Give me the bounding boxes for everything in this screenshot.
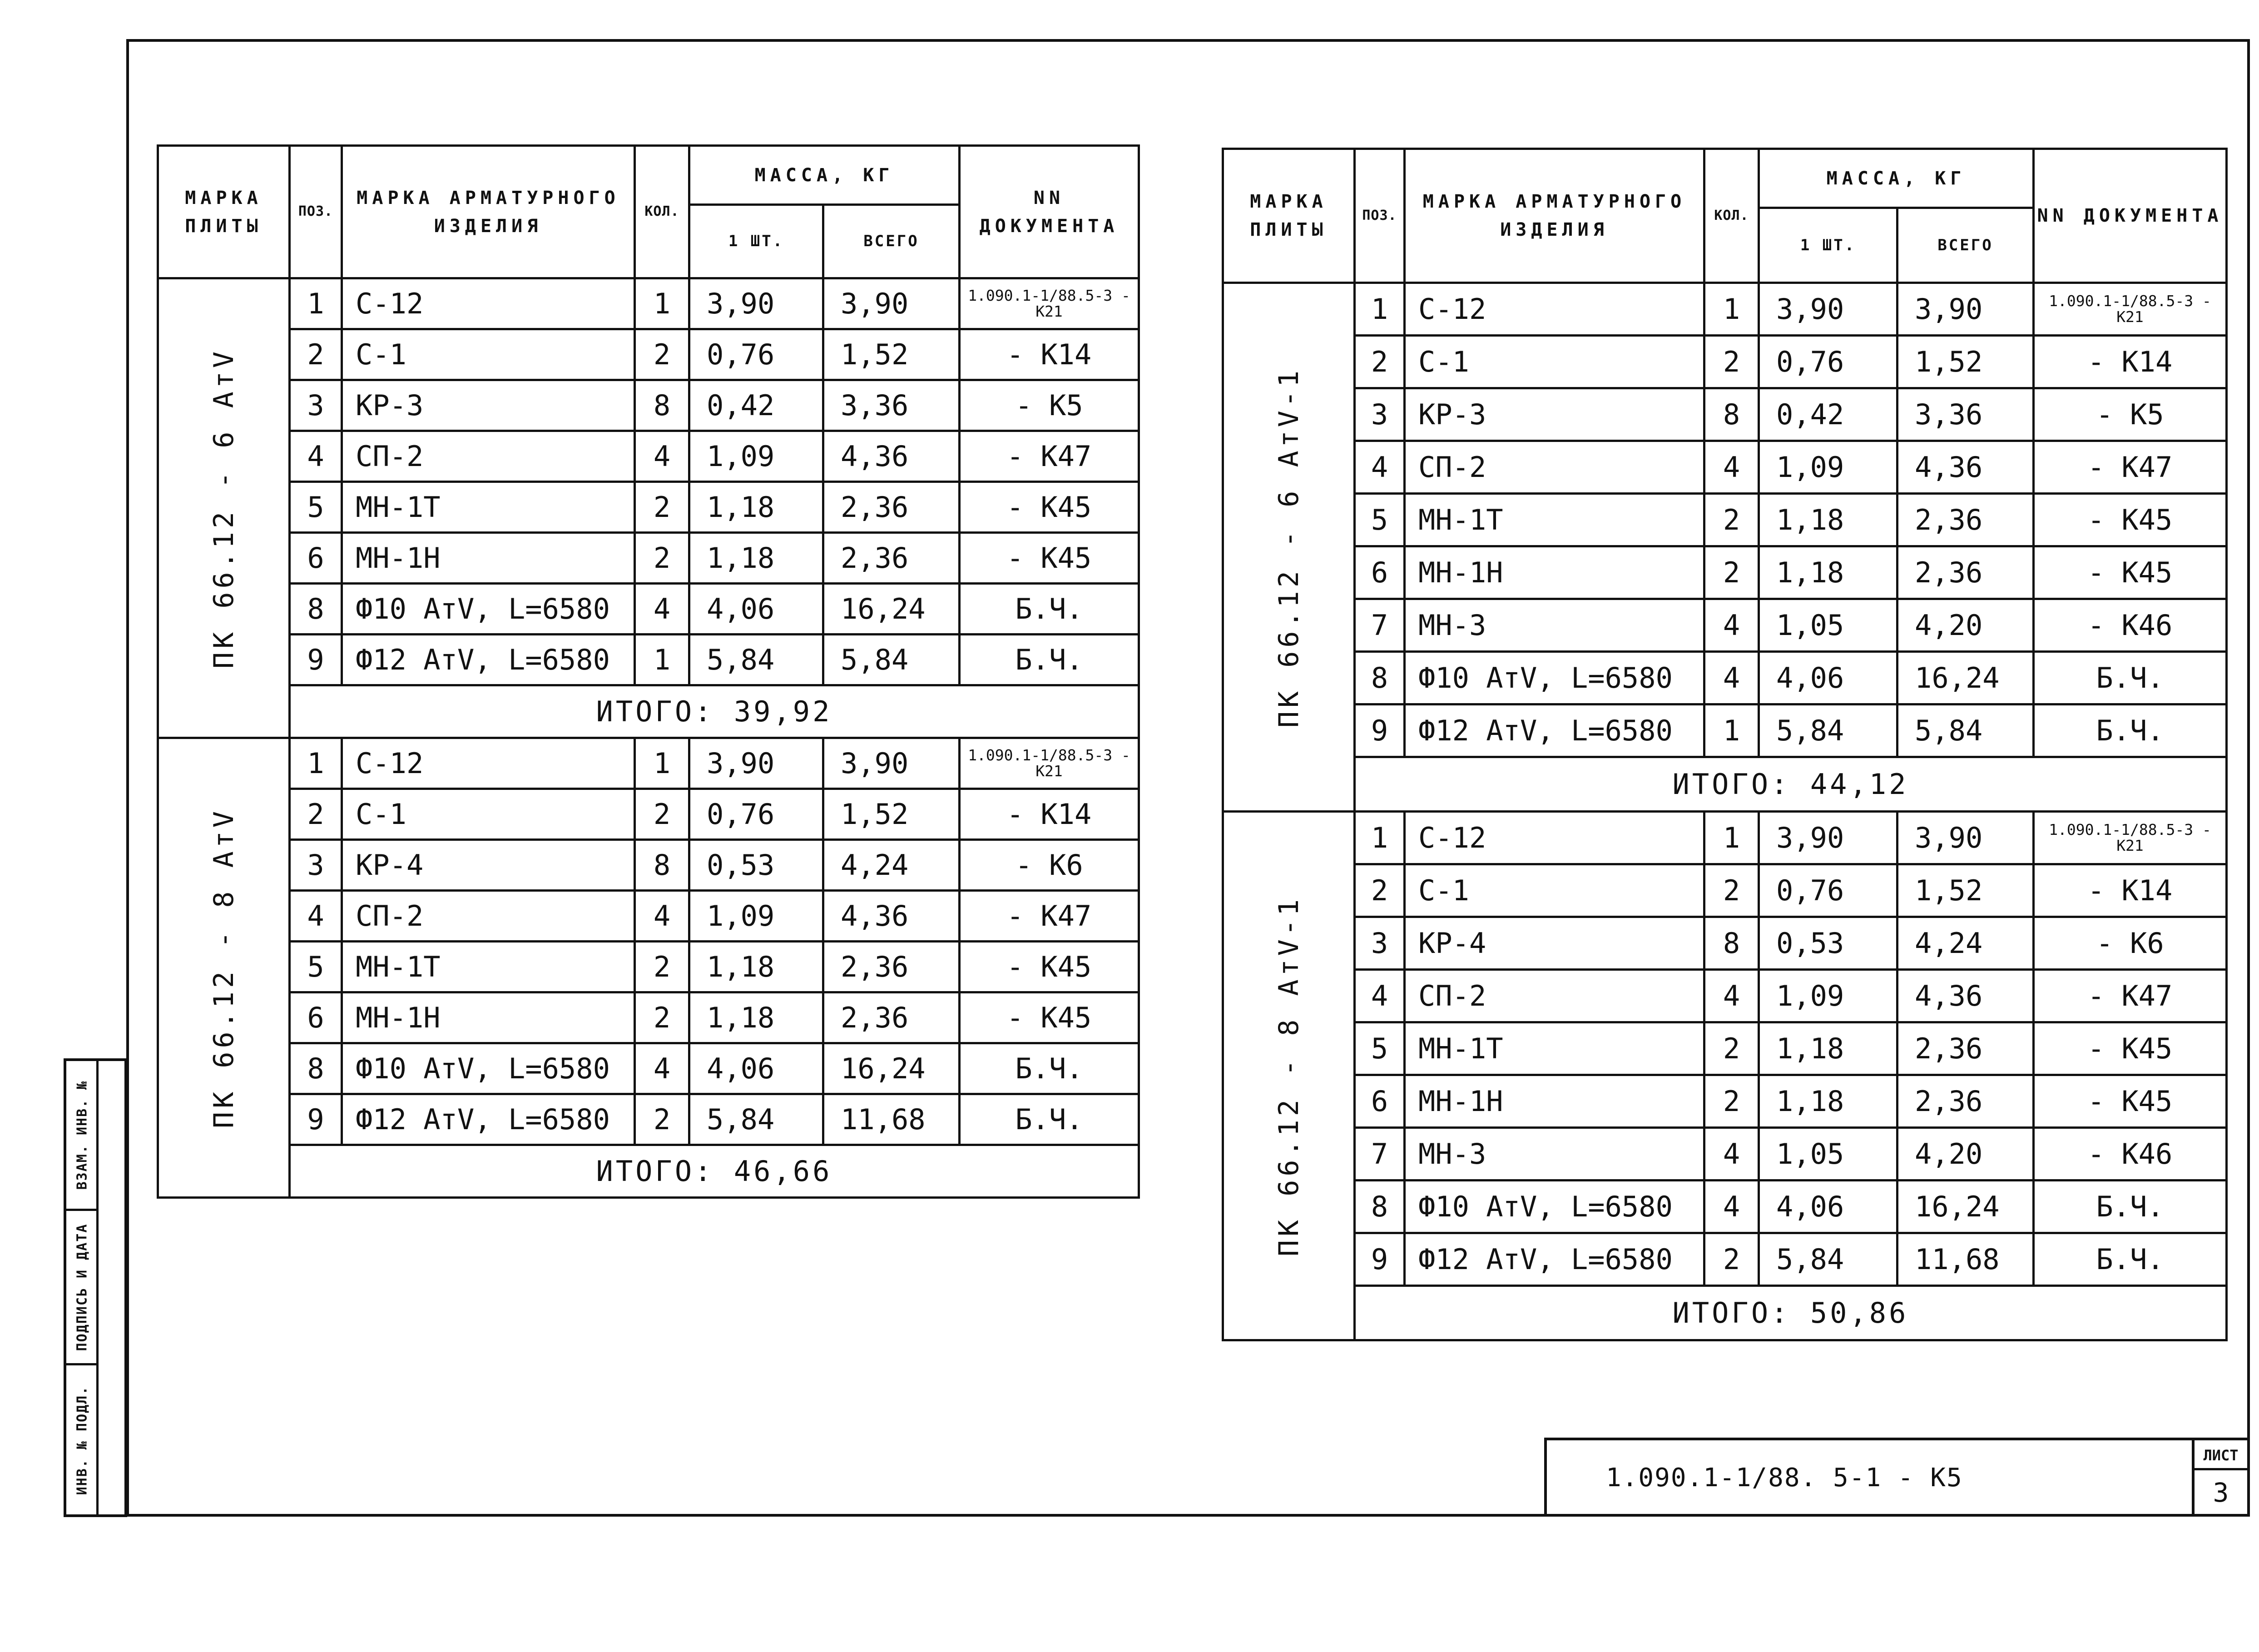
- cell-mass-total: 2,36: [1897, 1022, 2034, 1075]
- cell-item: Ф10 АтV, L=6580: [1405, 652, 1704, 704]
- cell-mass-one: 1,18: [1759, 546, 1897, 599]
- cell-doc: Б.Ч.: [2034, 1233, 2227, 1286]
- total-row: [1223, 757, 2227, 812]
- cell-item: МН-1Н: [342, 992, 635, 1043]
- cell-pos: 5: [290, 482, 342, 533]
- cell-qty: 2: [635, 1094, 689, 1145]
- cell-pos: 8: [1355, 1181, 1405, 1233]
- plate-mark: ПК 66.12 - 6 АтV-1: [1273, 367, 1305, 728]
- cell-pos: 1: [1355, 283, 1405, 336]
- cell-pos: 2: [290, 329, 342, 380]
- cell-pos: 6: [1355, 1075, 1405, 1128]
- cell-item: КР-4: [1405, 917, 1704, 970]
- cell-mass-one: 1,09: [689, 891, 823, 942]
- header-mass-total: ВСЕГО: [823, 205, 960, 278]
- table-row: [1223, 441, 2227, 494]
- cell-doc: - К14: [960, 789, 1139, 840]
- cell-pos: 5: [1355, 494, 1405, 546]
- side-stamp-label: ВЗАМ. ИНВ. №: [74, 1080, 90, 1190]
- cell-qty: 4: [1704, 970, 1759, 1022]
- cell-pos: 3: [1355, 388, 1405, 441]
- cell-item: КР-3: [342, 380, 635, 431]
- cell-mass-one: 5,84: [689, 635, 823, 685]
- cell-mass-total: 3,90: [1897, 283, 2034, 336]
- table-row: [1223, 704, 2227, 757]
- side-stamp-cell-replacement: [66, 1061, 98, 1211]
- cell-mass-one: 1,18: [689, 482, 823, 533]
- header-item: МАРКА АРМАТУРНОГО ИЗДЕЛИЯ: [342, 146, 635, 278]
- cell-pos: 4: [1355, 441, 1405, 494]
- cell-mass-total: 11,68: [1897, 1233, 2034, 1286]
- cell-qty: 2: [1704, 1075, 1759, 1128]
- sheet-label: ЛИСТ: [2195, 1440, 2247, 1470]
- cell-mass-total: 4,36: [1897, 970, 2034, 1022]
- table-row: [1223, 1128, 2227, 1181]
- cell-mass-one: 0,53: [689, 840, 823, 891]
- cell-doc: - К6: [2034, 917, 2227, 970]
- table-row: [1223, 864, 2227, 917]
- cell-item: МН-1Т: [1405, 1022, 1704, 1075]
- cell-item: СП-2: [1405, 970, 1704, 1022]
- cell-pos: 3: [290, 380, 342, 431]
- cell-qty: 8: [1704, 388, 1759, 441]
- cell-qty: 2: [635, 789, 689, 840]
- cell-qty: 4: [1704, 441, 1759, 494]
- plate-mark-cell: [158, 738, 290, 1198]
- cell-pos: 6: [290, 533, 342, 584]
- cell-mass-one: 1,18: [689, 533, 823, 584]
- cell-qty: 1: [1704, 283, 1759, 336]
- cell-item: Ф10 АтV, L=6580: [342, 584, 635, 635]
- cell-mass-one: 1,18: [689, 992, 823, 1043]
- cell-pos: 5: [1355, 1022, 1405, 1075]
- table-row: [1223, 336, 2227, 388]
- cell-mass-total: 5,84: [823, 635, 960, 685]
- cell-mass-total: 3,36: [823, 380, 960, 431]
- cell-pos: 3: [290, 840, 342, 891]
- cell-mass-total: 1,52: [1897, 336, 2034, 388]
- cell-mass-total: 2,36: [823, 942, 960, 992]
- cell-doc: 1.090.1-1/88.5-3 - К21: [960, 738, 1139, 789]
- header-plate: МАРКА ПЛИТЫ: [158, 146, 290, 278]
- group-total: ИТОГО: 44,12: [1355, 757, 2227, 812]
- cell-mass-one: 4,06: [689, 584, 823, 635]
- cell-mass-total: 4,24: [823, 840, 960, 891]
- table-row: [158, 431, 1139, 482]
- total-row: [158, 685, 1139, 738]
- cell-doc: - К47: [960, 431, 1139, 482]
- cell-qty: 8: [635, 380, 689, 431]
- cell-pos: 8: [290, 1043, 342, 1094]
- cell-qty: 2: [1704, 546, 1759, 599]
- cell-pos: 9: [290, 635, 342, 685]
- cell-mass-one: 0,76: [1759, 336, 1897, 388]
- cell-qty: 1: [635, 278, 689, 329]
- cell-qty: 2: [1704, 336, 1759, 388]
- cell-pos: 8: [290, 584, 342, 635]
- table-row: [158, 840, 1139, 891]
- cell-doc: Б.Ч.: [960, 584, 1139, 635]
- cell-mass-one: 1,18: [689, 942, 823, 992]
- cell-mass-one: 0,76: [689, 789, 823, 840]
- cell-pos: 1: [1355, 812, 1405, 864]
- cell-qty: 1: [1704, 812, 1759, 864]
- cell-mass-one: 1,05: [1759, 599, 1897, 652]
- cell-item: МН-3: [1405, 1128, 1704, 1181]
- plate-mark: ПК 66.12 - 8 АтV-1: [1273, 895, 1305, 1256]
- cell-mass-total: 11,68: [823, 1094, 960, 1145]
- cell-item: С-12: [1405, 812, 1704, 864]
- total-row: [1223, 1286, 2227, 1340]
- cell-doc: - К46: [2034, 599, 2227, 652]
- cell-qty: 4: [635, 1043, 689, 1094]
- cell-pos: 9: [1355, 704, 1405, 757]
- cell-pos: 8: [1355, 652, 1405, 704]
- cell-mass-total: 1,52: [823, 789, 960, 840]
- cell-doc: - К45: [960, 942, 1139, 992]
- cell-pos: 3: [1355, 917, 1405, 970]
- plate-mark: ПК 66.12 - 6 АтV: [208, 347, 240, 669]
- cell-item: СП-2: [342, 891, 635, 942]
- cell-mass-one: 3,90: [689, 278, 823, 329]
- cell-item: МН-1Т: [342, 942, 635, 992]
- document-code: 1.090.1-1/88. 5-1 - К5: [1606, 1463, 1963, 1493]
- side-stamp: [64, 1058, 127, 1517]
- header-item: МАРКА АРМАТУРНОГО ИЗДЕЛИЯ: [1405, 149, 1704, 283]
- cell-pos: 2: [290, 789, 342, 840]
- cell-mass-total: 4,36: [823, 891, 960, 942]
- cell-doc: Б.Ч.: [2034, 1181, 2227, 1233]
- cell-pos: 9: [1355, 1233, 1405, 1286]
- cell-pos: 2: [1355, 864, 1405, 917]
- table-row: [158, 482, 1139, 533]
- table-row: [158, 635, 1139, 685]
- plate-mark: ПК 66.12 - 8 АтV: [208, 807, 240, 1128]
- table-row: [1223, 1022, 2227, 1075]
- cell-item: С-12: [1405, 283, 1704, 336]
- cell-pos: 7: [1355, 1128, 1405, 1181]
- cell-mass-one: 4,06: [1759, 1181, 1897, 1233]
- table-row: [1223, 283, 2227, 336]
- side-stamp-label: ИНВ. № ПОДЛ.: [74, 1385, 90, 1495]
- cell-item: МН-1Т: [1405, 494, 1704, 546]
- cell-mass-total: 2,36: [823, 992, 960, 1043]
- table-row: [158, 891, 1139, 942]
- cell-doc: - К45: [960, 533, 1139, 584]
- plate-mark-cell: [1223, 283, 1355, 812]
- cell-mass-one: 4,06: [689, 1043, 823, 1094]
- table-row: [1223, 494, 2227, 546]
- cell-pos: 7: [1355, 599, 1405, 652]
- table-row: [158, 738, 1139, 789]
- cell-mass-total: 3,90: [823, 738, 960, 789]
- cell-item: Ф10 АтV, L=6580: [342, 1043, 635, 1094]
- header-doc: NN ДОКУМЕНТА: [960, 146, 1139, 278]
- cell-mass-one: 1,09: [1759, 970, 1897, 1022]
- header-pos: ПОЗ.: [1355, 149, 1405, 283]
- cell-item: Ф10 АтV, L=6580: [1405, 1181, 1704, 1233]
- spec-table-left: [157, 144, 1140, 1199]
- cell-mass-one: 0,42: [1759, 388, 1897, 441]
- table-row: [158, 584, 1139, 635]
- cell-doc: - К45: [960, 482, 1139, 533]
- cell-item: Ф12 АтV, L=6580: [342, 1094, 635, 1145]
- table-row: [1223, 388, 2227, 441]
- cell-pos: 6: [1355, 546, 1405, 599]
- cell-qty: 4: [1704, 1181, 1759, 1233]
- cell-doc: - К14: [960, 329, 1139, 380]
- cell-item: СП-2: [1405, 441, 1704, 494]
- table-row: [158, 533, 1139, 584]
- cell-pos: 1: [290, 738, 342, 789]
- cell-item: С-12: [342, 278, 635, 329]
- cell-doc: 1.090.1-1/88.5-3 - К21: [960, 278, 1139, 329]
- cell-qty: 4: [1704, 1128, 1759, 1181]
- cell-mass-total: 2,36: [823, 482, 960, 533]
- cell-mass-one: 0,53: [1759, 917, 1897, 970]
- cell-doc: 1.090.1-1/88.5-3 - К21: [2034, 812, 2227, 864]
- cell-item: С-1: [342, 329, 635, 380]
- cell-mass-one: 5,84: [1759, 1233, 1897, 1286]
- cell-item: С-1: [1405, 336, 1704, 388]
- cell-pos: 9: [290, 1094, 342, 1145]
- table-row: [1223, 1181, 2227, 1233]
- cell-pos: 1: [290, 278, 342, 329]
- cell-doc: - К5: [960, 380, 1139, 431]
- cell-qty: 2: [1704, 864, 1759, 917]
- cell-qty: 1: [635, 738, 689, 789]
- cell-doc: - К14: [2034, 864, 2227, 917]
- table-row: [158, 329, 1139, 380]
- cell-item: МН-1Н: [1405, 1075, 1704, 1128]
- cell-qty: 4: [1704, 652, 1759, 704]
- cell-doc: - К46: [2034, 1128, 2227, 1181]
- cell-doc: 1.090.1-1/88.5-3 - К21: [2034, 283, 2227, 336]
- cell-pos: 4: [1355, 970, 1405, 1022]
- cell-qty: 8: [1704, 917, 1759, 970]
- cell-pos: 4: [290, 891, 342, 942]
- cell-mass-one: 1,18: [1759, 1075, 1897, 1128]
- table-row: [158, 1094, 1139, 1145]
- cell-mass-total: 4,20: [1897, 599, 2034, 652]
- sheet-number: 3: [2213, 1477, 2229, 1508]
- cell-item: Ф12 АтV, L=6580: [1405, 1233, 1704, 1286]
- cell-qty: 2: [635, 992, 689, 1043]
- cell-doc: - К47: [2034, 970, 2227, 1022]
- cell-qty: 2: [635, 329, 689, 380]
- cell-item: С-1: [1405, 864, 1704, 917]
- group-total: ИТОГО: 50,86: [1355, 1286, 2227, 1340]
- group-total: ИТОГО: 46,66: [290, 1145, 1139, 1198]
- cell-qty: 2: [1704, 494, 1759, 546]
- cell-qty: 2: [635, 533, 689, 584]
- cell-mass-total: 3,90: [823, 278, 960, 329]
- cell-item: Ф12 АтV, L=6580: [342, 635, 635, 685]
- table-row: [1223, 546, 2227, 599]
- table-row: [158, 789, 1139, 840]
- table-body: [158, 278, 1139, 1198]
- cell-item: СП-2: [342, 431, 635, 482]
- table-row: [1223, 917, 2227, 970]
- cell-doc: - К47: [2034, 441, 2227, 494]
- cell-doc: - К45: [2034, 546, 2227, 599]
- cell-mass-total: 4,36: [823, 431, 960, 482]
- cell-item: КР-3: [1405, 388, 1704, 441]
- cell-doc: - К47: [960, 891, 1139, 942]
- cell-doc: Б.Ч.: [2034, 704, 2227, 757]
- cell-mass-total: 1,52: [823, 329, 960, 380]
- cell-pos: 4: [290, 431, 342, 482]
- total-row: [158, 1145, 1139, 1198]
- cell-mass-total: 2,36: [1897, 546, 2034, 599]
- cell-doc: - К14: [2034, 336, 2227, 388]
- cell-qty: 4: [635, 891, 689, 942]
- table-header: [1223, 149, 2227, 283]
- cell-mass-one: 1,09: [1759, 441, 1897, 494]
- cell-mass-total: 1,52: [1897, 864, 2034, 917]
- table-row: [158, 992, 1139, 1043]
- sheet-box: [2192, 1440, 2247, 1514]
- cell-qty: 2: [1704, 1022, 1759, 1075]
- header-plate: МАРКА ПЛИТЫ: [1223, 149, 1355, 283]
- table-row: [1223, 970, 2227, 1022]
- table-row: [1223, 599, 2227, 652]
- header-mass-one: 1 ШТ.: [689, 205, 823, 278]
- cell-doc: - К45: [2034, 1075, 2227, 1128]
- cell-mass-total: 16,24: [1897, 652, 2034, 704]
- cell-mass-one: 1,05: [1759, 1128, 1897, 1181]
- cell-item: Ф12 АтV, L=6580: [1405, 704, 1704, 757]
- cell-pos: 5: [290, 942, 342, 992]
- table-row: [1223, 652, 2227, 704]
- cell-item: МН-1Н: [1405, 546, 1704, 599]
- table-row: [158, 942, 1139, 992]
- plate-mark-cell: [1223, 812, 1355, 1340]
- header-mass: МАССА, КГ: [1759, 149, 2034, 208]
- table-header: [158, 146, 1139, 278]
- cell-doc: - К45: [960, 992, 1139, 1043]
- cell-mass-total: 3,36: [1897, 388, 2034, 441]
- cell-mass-one: 3,90: [1759, 283, 1897, 336]
- cell-qty: 4: [635, 584, 689, 635]
- cell-qty: 1: [1704, 704, 1759, 757]
- cell-doc: Б.Ч.: [960, 1094, 1139, 1145]
- cell-mass-one: 0,42: [689, 380, 823, 431]
- cell-qty: 4: [1704, 599, 1759, 652]
- cell-mass-total: 4,24: [1897, 917, 2034, 970]
- group-total: ИТОГО: 39,92: [290, 685, 1139, 738]
- cell-item: МН-1Т: [342, 482, 635, 533]
- cell-doc: - К6: [960, 840, 1139, 891]
- cell-mass-total: 5,84: [1897, 704, 2034, 757]
- cell-item: МН-1Н: [342, 533, 635, 584]
- cell-mass-one: 0,76: [1759, 864, 1897, 917]
- cell-mass-one: 5,84: [1759, 704, 1897, 757]
- cell-item: С-1: [342, 789, 635, 840]
- cell-doc: - К45: [2034, 494, 2227, 546]
- table-row: [158, 380, 1139, 431]
- side-stamp-label: ПОДПИСЬ И ДАТА: [74, 1223, 90, 1351]
- cell-mass-one: 1,09: [689, 431, 823, 482]
- cell-doc: Б.Ч.: [960, 635, 1139, 685]
- header-mass-one: 1 ШТ.: [1759, 208, 1897, 283]
- header-pos: ПОЗ.: [290, 146, 342, 278]
- cell-doc: Б.Ч.: [2034, 652, 2227, 704]
- header-mass: МАССА, КГ: [689, 146, 960, 205]
- table-row: [158, 278, 1139, 329]
- cell-qty: 2: [1704, 1233, 1759, 1286]
- cell-item: КР-4: [342, 840, 635, 891]
- cell-qty: 4: [635, 431, 689, 482]
- spec-table-right: [1222, 148, 2228, 1341]
- header-mass-total: ВСЕГО: [1897, 208, 2034, 283]
- cell-mass-total: 4,20: [1897, 1128, 2034, 1181]
- cell-mass-total: 16,24: [823, 1043, 960, 1094]
- side-stamp-cell-signature: [66, 1211, 98, 1365]
- cell-doc: - К5: [2034, 388, 2227, 441]
- plate-mark-cell: [158, 278, 290, 738]
- cell-mass-total: 2,36: [823, 533, 960, 584]
- cell-pos: 2: [1355, 336, 1405, 388]
- cell-mass-one: 3,90: [689, 738, 823, 789]
- table-row: [1223, 1075, 2227, 1128]
- cell-mass-one: 1,18: [1759, 494, 1897, 546]
- side-stamp-cell-original: [66, 1365, 98, 1515]
- header-qty: КОЛ.: [1704, 149, 1759, 283]
- cell-mass-one: 3,90: [1759, 812, 1897, 864]
- cell-mass-total: 2,36: [1897, 1075, 2034, 1128]
- title-block: [1544, 1438, 2250, 1517]
- cell-mass-one: 4,06: [1759, 652, 1897, 704]
- cell-mass-total: 16,24: [1897, 1181, 2034, 1233]
- cell-pos: 6: [290, 992, 342, 1043]
- cell-doc: Б.Ч.: [960, 1043, 1139, 1094]
- table-row: [1223, 812, 2227, 864]
- cell-mass-one: 5,84: [689, 1094, 823, 1145]
- cell-qty: 1: [635, 635, 689, 685]
- cell-qty: 2: [635, 942, 689, 992]
- cell-mass-total: 16,24: [823, 584, 960, 635]
- cell-item: С-12: [342, 738, 635, 789]
- table-body: [1223, 283, 2227, 1340]
- header-qty: КОЛ.: [635, 146, 689, 278]
- cell-doc: - К45: [2034, 1022, 2227, 1075]
- cell-mass-total: 4,36: [1897, 441, 2034, 494]
- cell-mass-total: 3,90: [1897, 812, 2034, 864]
- cell-mass-one: 0,76: [689, 329, 823, 380]
- table-row: [1223, 1233, 2227, 1286]
- cell-mass-one: 1,18: [1759, 1022, 1897, 1075]
- cell-mass-total: 2,36: [1897, 494, 2034, 546]
- cell-qty: 8: [635, 840, 689, 891]
- cell-qty: 2: [635, 482, 689, 533]
- cell-item: МН-3: [1405, 599, 1704, 652]
- table-row: [158, 1043, 1139, 1094]
- header-doc: NN ДОКУМЕНТА: [2034, 149, 2227, 283]
